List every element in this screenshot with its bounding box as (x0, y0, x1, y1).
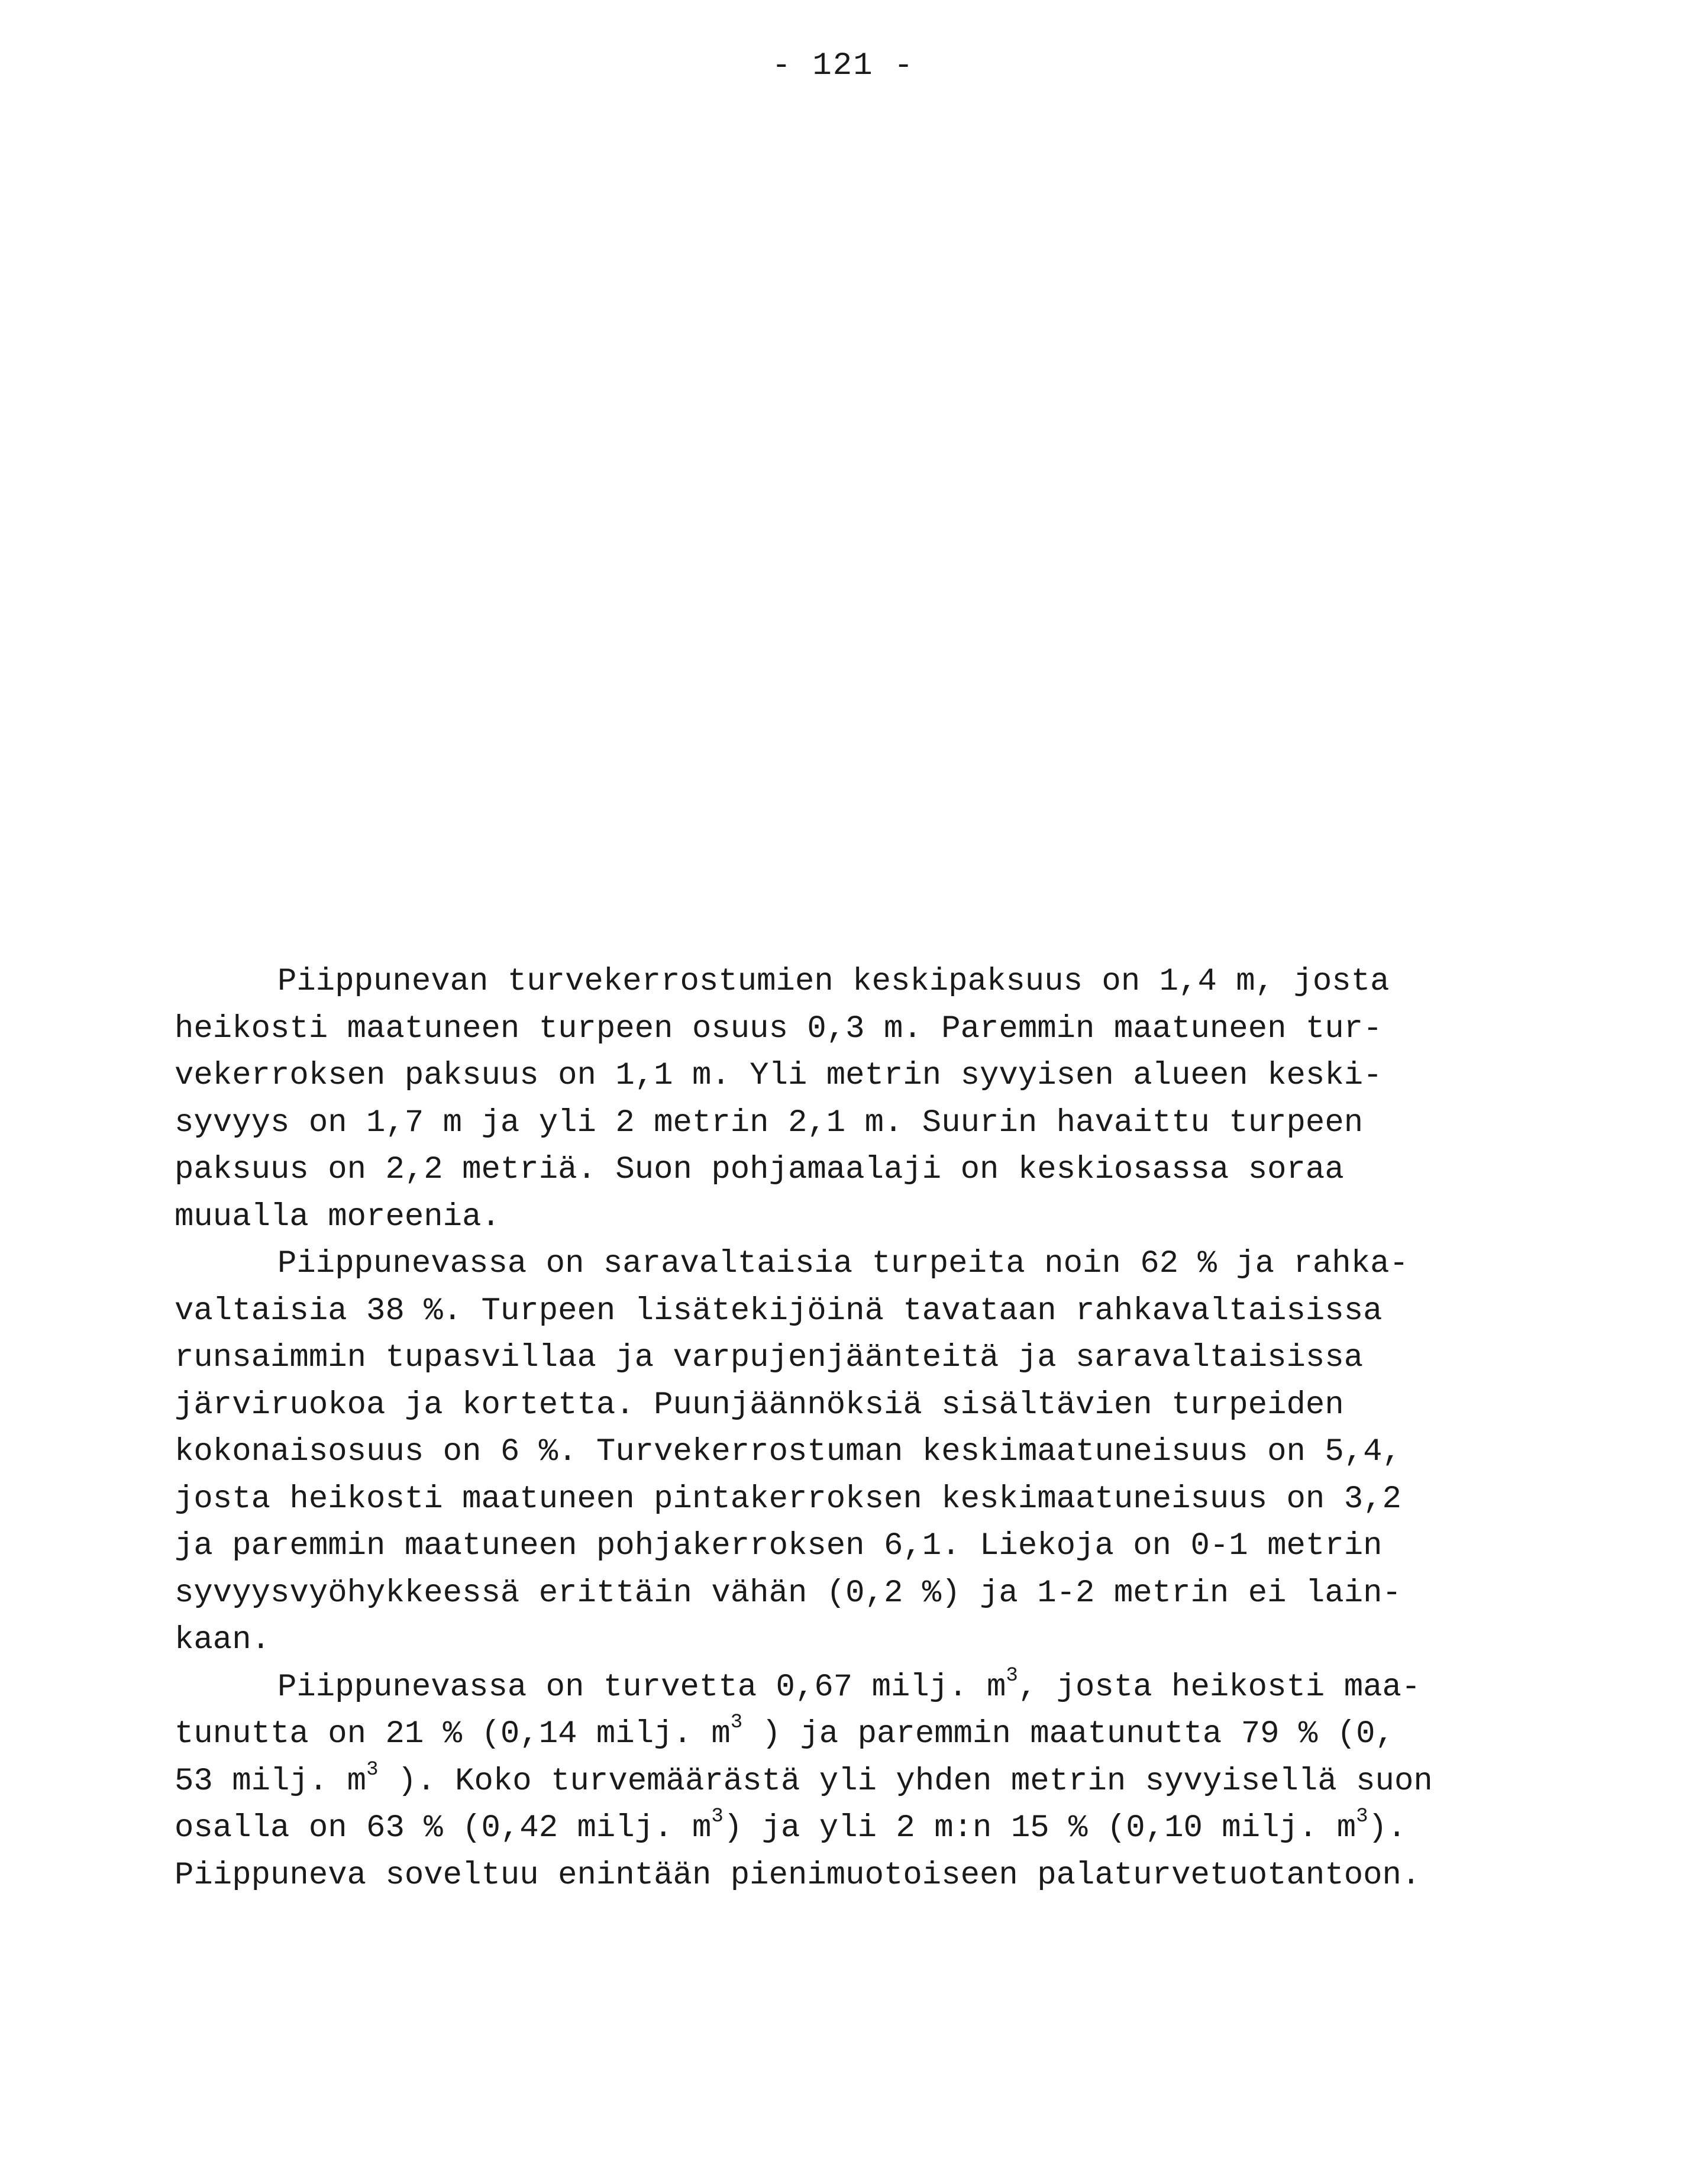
text-segment: tunutta on 21 % (0,14 milj. m (175, 1716, 731, 1752)
document-body (175, 958, 1523, 1899)
paragraph-1-line-4: syvyys on 1,7 m ja yli 2 metrin 2,1 m. Suurin havaittu turpeen (175, 1104, 1364, 1141)
paragraph-1-line-2: heikosti maatuneen turpeen osuus 0,3 m. Paremmin maatuneen tur- (175, 1010, 1383, 1047)
paragraph-2-line-6: josta heikosti maatuneen pintakerroksen keskimaatuneisuus on 3,2 (175, 1481, 1401, 1517)
text-segment: ) ja paremmin maatunutta 79 % (0, (742, 1716, 1394, 1752)
paragraph-2-line-3: runsaimmin tupasvillaa ja varpujenjäänteitä ja saravaltaisissa (175, 1340, 1364, 1376)
paragraph-2-line-2: valtaisia 38 %. Turpeen lisätekijöinä tavataan rahkavaltaisissa (175, 1293, 1383, 1329)
text-segment: osalla on 63 % (0,42 milj. m (175, 1810, 712, 1846)
superscript: 3 (711, 1805, 724, 1828)
text-segment: 53 milj. m (175, 1763, 367, 1799)
superscript: 3 (1006, 1664, 1018, 1687)
paragraph-1-line-3: vekerroksen paksuus on 1,1 m. Yli metrin syvyisen alueen keski- (175, 1058, 1383, 1094)
text-segment: Piippunevassa on turvetta 0,67 milj. m (277, 1669, 1006, 1705)
paragraph-1-line-6: muualla moreenia. (175, 1198, 500, 1235)
paragraph-3-line-3 (175, 1758, 1523, 1805)
paragraph-2-line-7: ja paremmin maatuneen pohjakerroksen 6,1. Liekoja on 0-1 metrin (175, 1528, 1383, 1564)
text-segment: ) ja yli 2 m:n 15 % (0,10 milj. m (723, 1810, 1356, 1846)
superscript: 3 (1356, 1805, 1368, 1828)
paragraph-3-line-1 (175, 1664, 1523, 1711)
paragraph-3-line-5 (175, 1852, 1523, 1899)
paragraph-1-line-5: paksuus on 2,2 metriä. Suon pohjamaalaji on keskiosassa soraa (175, 1152, 1344, 1188)
superscript: 3 (366, 1758, 379, 1781)
paragraph-2-line-5: kokonaisosuus on 6 %. Turvekerrostuman keskimaatuneisuus on 5,4, (175, 1434, 1401, 1470)
paragraph-2-line-8: syvyysvyöhykkeessä erittäin vähän (0,2 %) ja 1-2 metrin ei lain- (175, 1575, 1401, 1611)
page-number: - 121 - (771, 48, 915, 84)
text-segment: Piippuneva soveltuu enintään pienimuotoiseen palaturvetuotantoon. (175, 1857, 1421, 1894)
paragraph-2-line-9: kaan. (175, 1622, 271, 1658)
paragraph-2-line-4: järviruokoa ja kortetta. Puunjäännöksiä sisältävien turpeiden (175, 1387, 1344, 1423)
text-segment: ). (1368, 1810, 1407, 1846)
paragraph-3-line-2 (175, 1711, 1523, 1758)
paragraph-2-line-1: Piippunevassa on saravaltaisia turpeita noin 62 % ja rahka- (277, 1246, 1409, 1282)
paragraph-3-line-4 (175, 1805, 1523, 1852)
superscript: 3 (730, 1711, 743, 1734)
text-segment: ). Koko turvemäärästä yli yhden metrin syvyisellä suon (378, 1763, 1433, 1799)
paragraph-1-line-1: Piippunevan turvekerrostumien keskipaksuus on 1,4 m, josta (277, 964, 1390, 1000)
text-segment: , josta heikosti maa- (1018, 1669, 1421, 1705)
